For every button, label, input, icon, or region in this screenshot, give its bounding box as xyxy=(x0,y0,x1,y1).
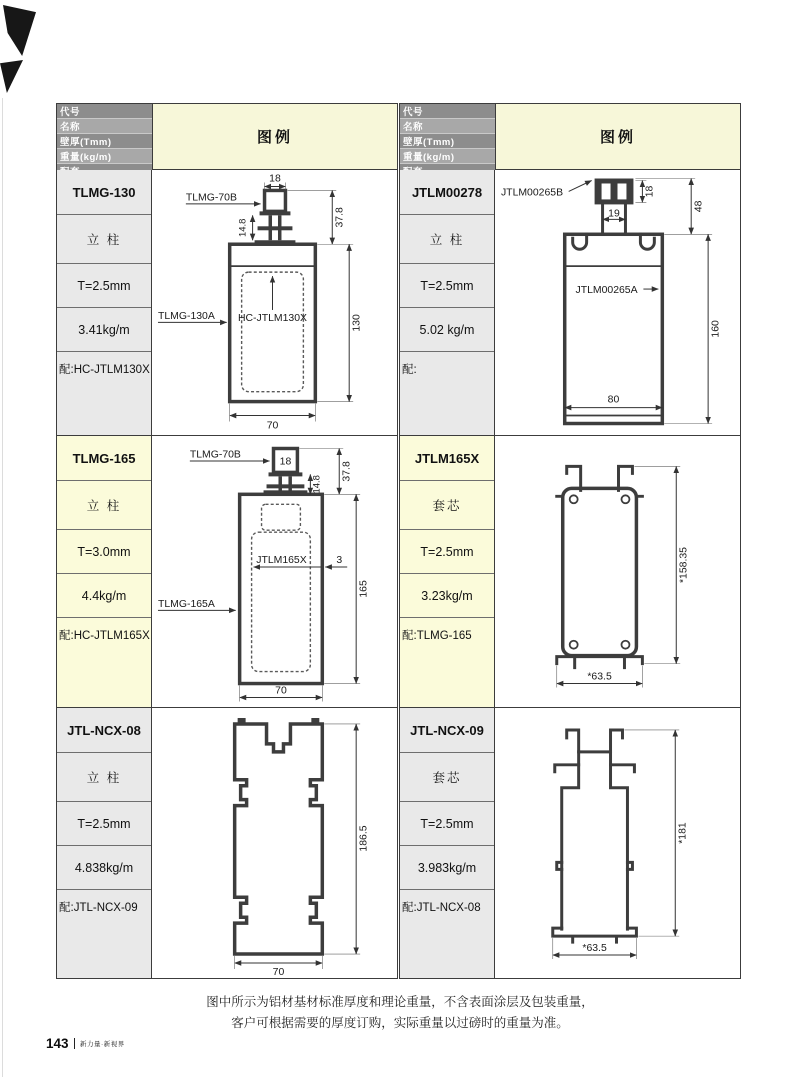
dim-label: 130 xyxy=(351,314,363,332)
dim-label: 186.5 xyxy=(358,825,370,852)
diagram-cell xyxy=(152,170,397,435)
dim-label: 80 xyxy=(607,394,620,406)
footer-slogan: 新力量·新视界 xyxy=(80,1041,125,1048)
profile-code: JTL-NCX-08 xyxy=(57,708,151,753)
table-row xyxy=(400,170,740,436)
legend-header: 图例 xyxy=(495,104,740,169)
diagram-cell xyxy=(495,708,740,978)
profile-thickness: T=2.5mm xyxy=(400,530,494,574)
profile-match: 配:TLMG-165 xyxy=(402,630,472,642)
profile-code: JTLM165X xyxy=(400,436,494,481)
page-edge-shadow xyxy=(2,98,3,1077)
hook-detail xyxy=(573,234,587,249)
disclaimer-note xyxy=(0,992,800,1034)
spec-column xyxy=(400,170,495,435)
profile-name: 套芯 xyxy=(400,481,494,530)
part-label: TLMG-165A xyxy=(157,598,215,610)
profile-diagram-tlmg-165 xyxy=(152,436,397,707)
insert-profile-dashed xyxy=(252,532,311,671)
profile-code: JTLM00278 xyxy=(400,170,494,215)
spec-column xyxy=(57,708,152,978)
table-row xyxy=(400,708,740,978)
profile-diagram-jtl-ncx-08 xyxy=(152,708,397,977)
profile-diagram-tlmg-130 xyxy=(152,170,397,435)
profile-name: 立 柱 xyxy=(57,753,151,802)
dim-label: 18 xyxy=(279,456,292,468)
profile-name: 立 柱 xyxy=(57,481,151,530)
dim-label: 3 xyxy=(336,555,343,567)
profile-table-left xyxy=(56,103,398,979)
part-label: HC-JTLM130X xyxy=(237,312,308,324)
profile-name: 立 柱 xyxy=(57,215,151,264)
table-header xyxy=(400,104,740,170)
dim-label: 19 xyxy=(608,208,620,220)
profile-table-right xyxy=(399,103,741,979)
profile-code: JTL-NCX-09 xyxy=(400,708,494,753)
profile-weight: 5.02 kg/m xyxy=(400,308,494,352)
profile-thickness: T=2.5mm xyxy=(400,264,494,308)
diagram-cell xyxy=(152,708,397,978)
dim-label: 14.8 xyxy=(237,218,249,238)
profile-outline xyxy=(611,752,628,929)
table-header xyxy=(57,104,397,170)
spec-column xyxy=(400,436,495,707)
dim-label: *63.5 xyxy=(587,671,612,683)
table-row xyxy=(57,436,397,708)
header-label-column xyxy=(57,104,152,169)
header-row-code: 代号 xyxy=(57,104,152,119)
table-row xyxy=(57,170,397,436)
profile-outline xyxy=(562,752,579,929)
spec-column xyxy=(57,436,152,707)
foot-detail xyxy=(553,928,637,942)
part-label: JTLM165X xyxy=(256,555,307,567)
profile-diagram-jtl-ncx-09 xyxy=(495,708,739,977)
dim-label: 160 xyxy=(710,320,722,338)
legend-header: 图例 xyxy=(152,104,397,169)
profile-match: 配:HC-JTLM130X xyxy=(59,364,150,376)
diagram-cell xyxy=(495,170,740,435)
footer-divider xyxy=(74,1038,76,1049)
diagram-cell xyxy=(152,436,397,707)
profile-weight: 4.838kg/m xyxy=(57,846,151,890)
profile-outline xyxy=(563,488,637,655)
profile-diagram-jtlm165x xyxy=(495,436,739,707)
profile-thickness: T=3.0mm xyxy=(57,530,151,574)
profile-weight: 4.4kg/m xyxy=(57,574,151,618)
profile-name: 套芯 xyxy=(400,753,494,802)
disclaimer-line-2: 客户可根据需要的厚度订购，实际重量以过磅时的重量为准。 xyxy=(231,1016,569,1030)
dim-label: 18 xyxy=(644,185,656,198)
hook-detail xyxy=(640,234,654,249)
header-row-thickness: 壁厚(Tmm) xyxy=(400,134,495,149)
profile-diagram-jtlm00278 xyxy=(495,170,739,435)
header-row-weight: 重量(kg/m) xyxy=(57,149,152,164)
profile-outline xyxy=(235,724,323,954)
part-label: TLMG-130A xyxy=(157,310,215,322)
profile-match: 配:JTL-NCX-09 xyxy=(59,902,138,914)
dim-label: 70 xyxy=(266,420,279,432)
dim-label: 37.8 xyxy=(334,207,346,228)
part-label: JTLM00265B xyxy=(500,187,564,199)
dim-label: 70 xyxy=(272,966,285,977)
profile-thickness: T=2.5mm xyxy=(57,264,151,308)
dim-label: 165 xyxy=(358,580,370,598)
dim-label: 14.8 xyxy=(311,475,323,494)
dim-label: *181 xyxy=(677,822,689,844)
part-label: JTLM00265A xyxy=(575,285,638,297)
foot-detail xyxy=(557,657,643,668)
table-row xyxy=(57,708,397,978)
profile-match: 配:JTL-NCX-08 xyxy=(402,902,481,914)
part-label: TLMG-70B xyxy=(185,192,237,204)
disclaimer-line-1: 图中所示为铝材基材标准厚度和理论重量，不含表面涂层及包装重量， xyxy=(206,995,594,1009)
dim-label: 70 xyxy=(275,685,287,697)
side-nubs xyxy=(557,862,633,869)
header-row-name: 名称 xyxy=(400,119,495,134)
header-row-code: 代号 xyxy=(400,104,495,119)
diagram-cell xyxy=(495,436,740,707)
ink-mark xyxy=(3,5,36,56)
profile-code: TLMG-130 xyxy=(57,170,151,215)
dim-label: 48 xyxy=(693,200,705,213)
header-row-weight: 重量(kg/m) xyxy=(400,149,495,164)
profile-match: 配:HC-JTLM165X xyxy=(59,630,150,642)
profile-thickness: T=2.5mm xyxy=(57,802,151,846)
part-label: TLMG-70B xyxy=(189,449,241,461)
spec-column xyxy=(400,708,495,978)
dim-label: 37.8 xyxy=(341,461,353,482)
dim-label: *158.35 xyxy=(678,547,690,584)
page-footer xyxy=(46,1036,125,1051)
dim-label: 18 xyxy=(269,173,281,185)
top-channel xyxy=(567,730,623,752)
ink-mark xyxy=(0,60,23,93)
cap-profile xyxy=(265,190,286,211)
profile-thickness: T=2.5mm xyxy=(400,802,494,846)
profile-weight: 3.23kg/m xyxy=(400,574,494,618)
table-row xyxy=(400,436,740,708)
profile-name: 立 柱 xyxy=(400,215,494,264)
profile-code: TLMG-165 xyxy=(57,436,151,481)
profile-match: 配: xyxy=(402,364,417,376)
header-row-name: 名称 xyxy=(57,119,152,134)
spec-column xyxy=(57,170,152,435)
dim-label: *63.5 xyxy=(582,943,607,955)
profile-weight: 3.41kg/m xyxy=(57,308,151,352)
header-label-column xyxy=(400,104,495,169)
profile-weight: 3.983kg/m xyxy=(400,846,494,890)
page-number: 143 xyxy=(46,1036,69,1051)
leader-line xyxy=(569,181,592,192)
header-row-thickness: 壁厚(Tmm) xyxy=(57,134,152,149)
side-tabs xyxy=(555,765,635,772)
cap-profile xyxy=(595,179,634,205)
